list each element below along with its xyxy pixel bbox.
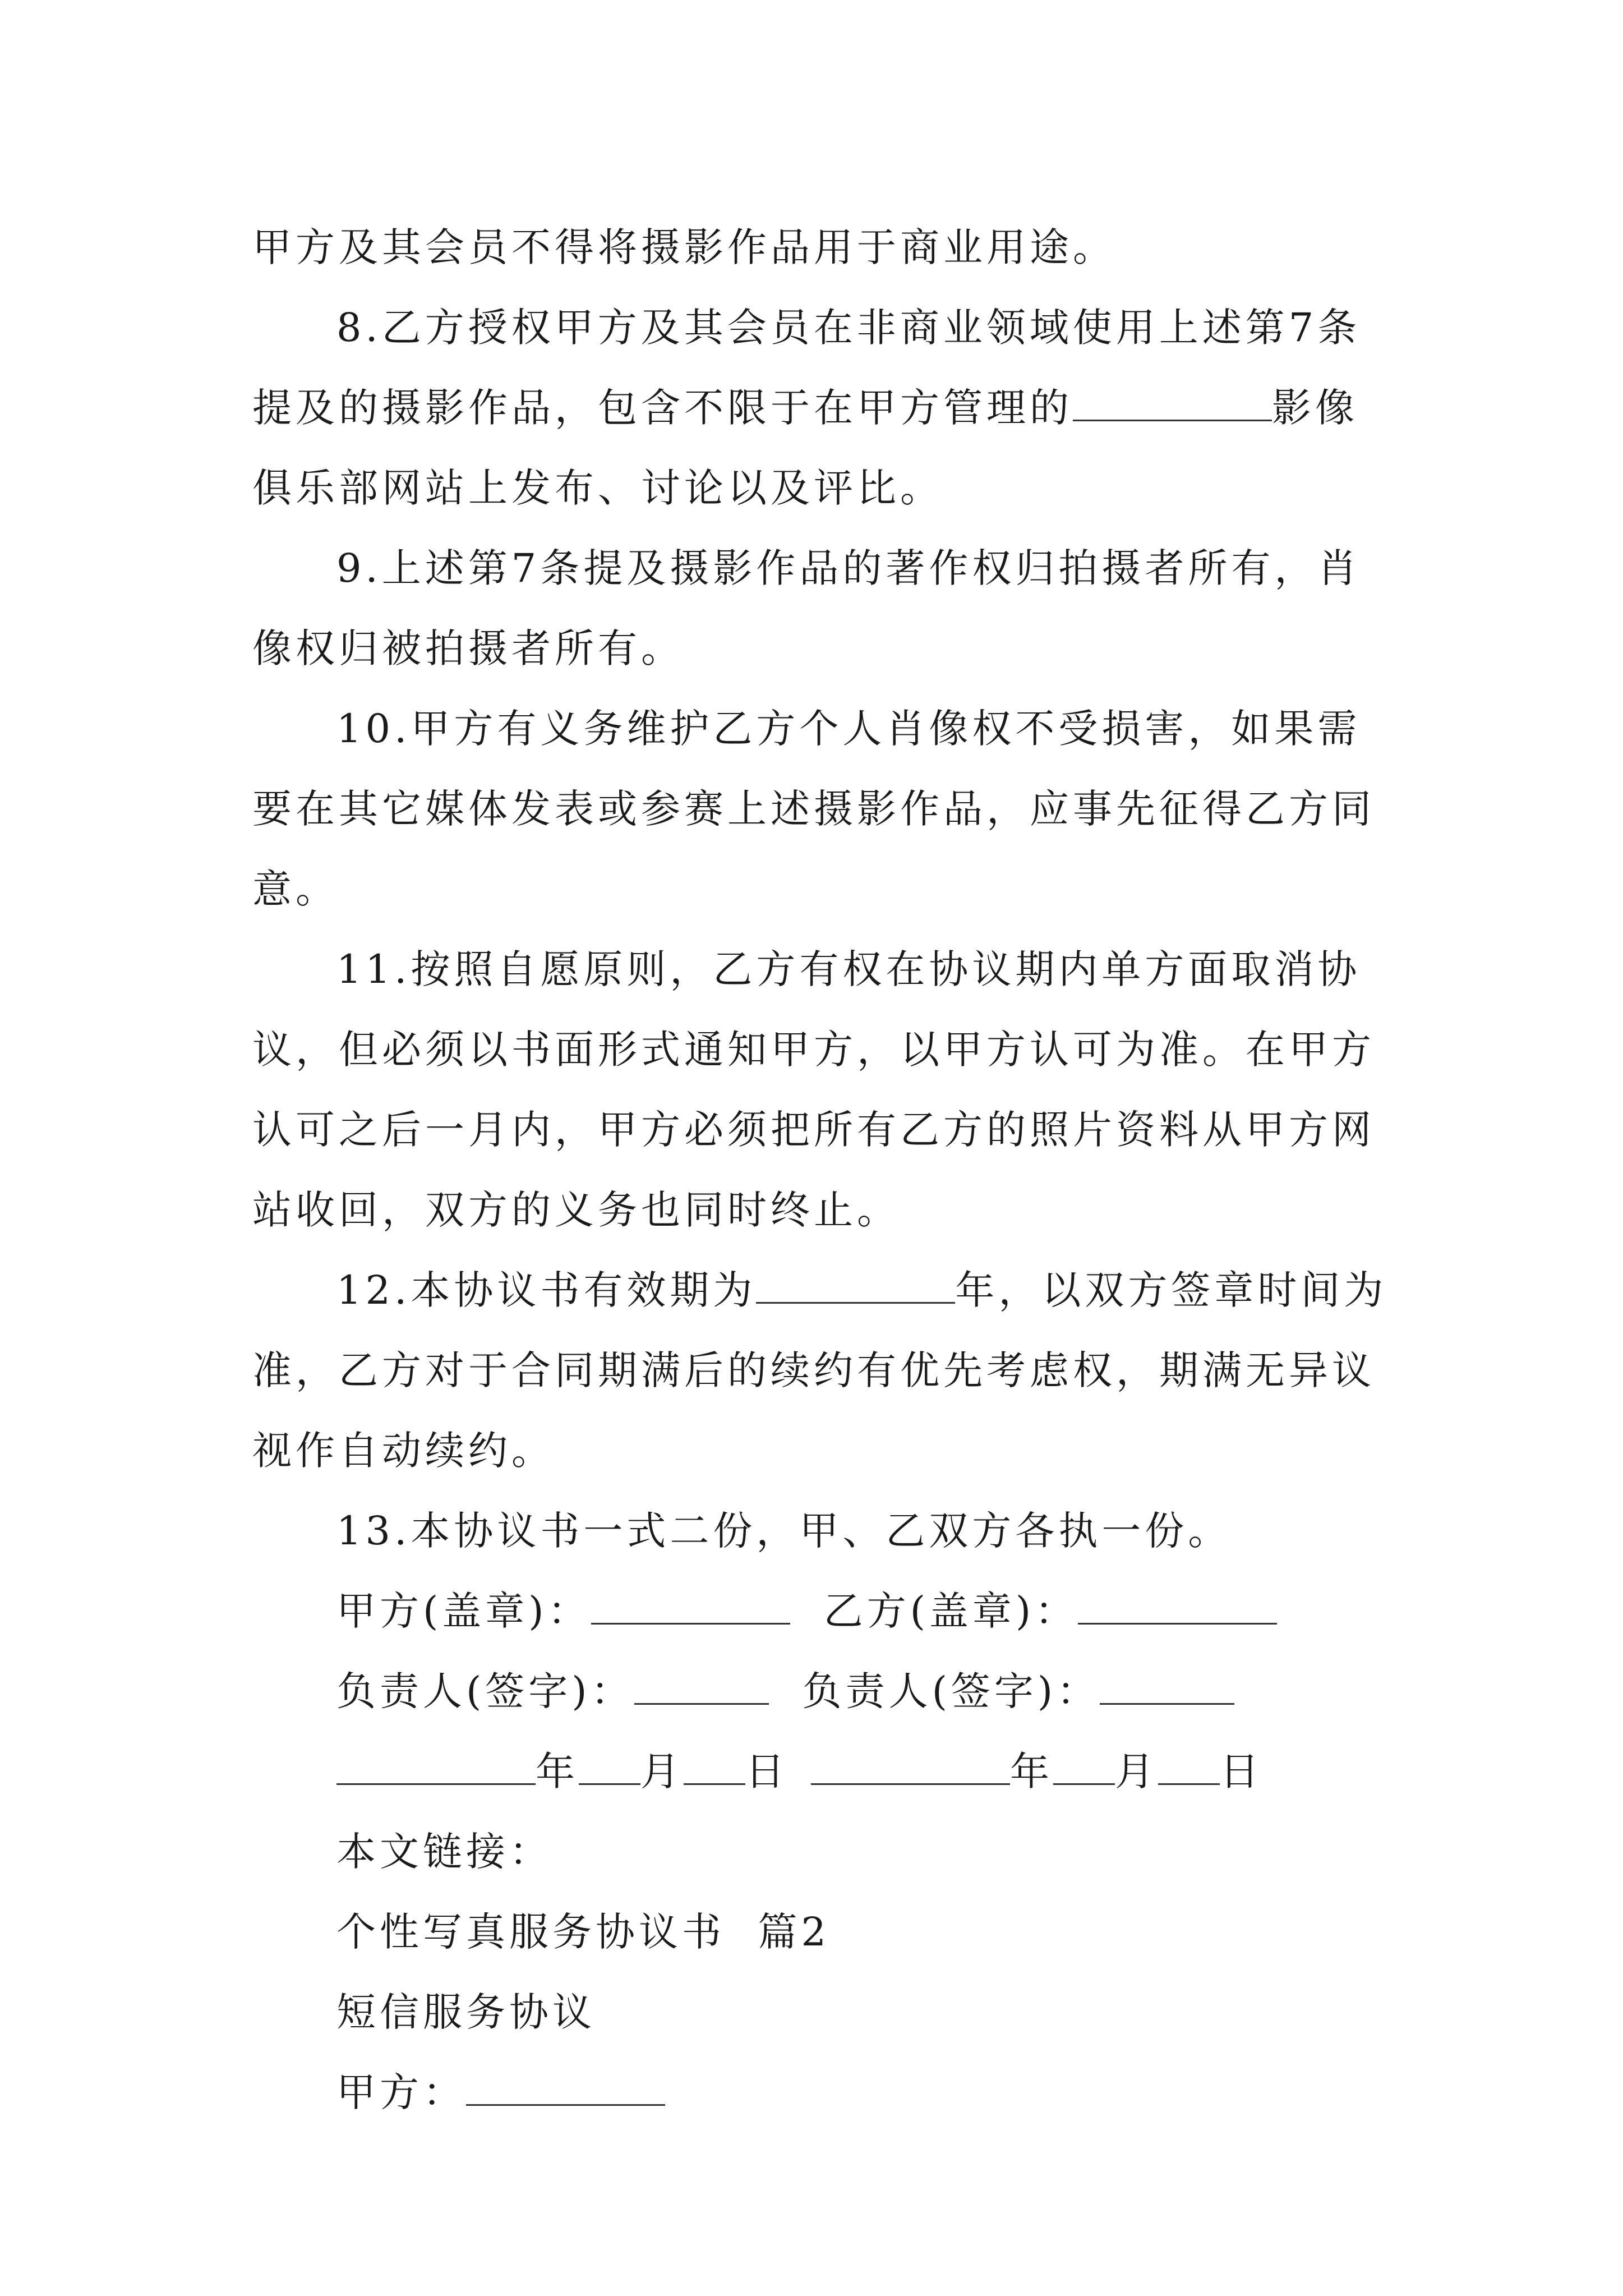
party-a-seal-label: 甲方(盖章)： [336,1588,591,1634]
day-label: 日 [745,1749,789,1795]
day-blank [1158,1750,1220,1785]
month-label: 月 [1115,1749,1158,1795]
clause-12-line [252,1250,1391,1331]
paragraph-line: 甲方及其会员不得将摄影作品用于商业用途。 [252,224,1116,270]
clause-10-line: 要在其它媒体发表或参赛上述摄影作品，应事先征得乙方同 [252,786,1375,832]
signature-row [252,1651,1391,1732]
clause-11-line: 议，但必须以书面形式通知甲方，以甲方认可为准。在甲方 [252,1027,1375,1073]
day-label: 日 [1220,1749,1263,1795]
clause-8-line: 8.乙方授权甲方及其会员在非商业领域使用上述第7条 [336,305,1361,351]
clause-8-line [252,368,1391,448]
party-a-seal-blank [591,1589,790,1625]
year-label: 年 [1010,1749,1053,1795]
clause-12-line: 准，乙方对于合同期满后的续约有优先考虑权，期满无异议 [252,1347,1375,1393]
month-blank [1053,1750,1115,1785]
month-blank [579,1750,640,1785]
party-a-row [252,2053,1391,2133]
year-blank [336,1750,536,1785]
text: 年，以双方签章时间为 [955,1267,1387,1313]
clause-9-line: 像权归被拍摄者所有。 [252,625,684,671]
section-title: 个性写真服务协议书 篇2 [336,1909,831,1955]
party-b-seal-label: 乙方(盖章)： [823,1588,1078,1634]
blank-field [1073,386,1272,421]
month-label: 月 [640,1749,684,1795]
clause-12-line: 视作自动续约。 [252,1428,555,1474]
document-page [252,208,1391,2133]
clause-9-line: 9.上述第7条提及摄影作品的著作权归拍摄者所有，肖 [336,545,1361,591]
clause-11-line: 11.按照自愿原则，乙方有权在协议期内单方面取消协 [336,946,1361,992]
link-label: 本文链接： [336,1829,552,1875]
person-b-sign-blank [1100,1669,1234,1705]
party-a-label: 甲方： [336,2069,466,2115]
year-label: 年 [536,1749,579,1795]
text: 12.本协议书有效期为 [336,1267,757,1313]
party-a-blank [466,2070,665,2106]
day-blank [684,1750,745,1785]
year-blank [811,1750,1010,1785]
person-b-sign-label: 负责人(签字)： [802,1668,1100,1714]
clause-10-line: 意。 [252,866,339,912]
clause-13-line: 13.本协议书一式二份，甲、乙双方各执一份。 [336,1508,1232,1554]
clause-8-line: 俱乐部网站上发布、讨论以及评比。 [252,465,943,511]
person-a-sign-blank [634,1669,769,1705]
blank-field [756,1268,955,1304]
text: 影像 [1272,385,1358,431]
date-row [252,1732,1391,1812]
seal-row [252,1571,1391,1651]
person-a-sign-label: 负责人(签字)： [336,1668,634,1714]
text: 提及的摄影作品，包含不限于在甲方管理的 [252,385,1073,431]
clause-11-line: 认可之后一月内，甲方必须把所有乙方的照片资料从甲方网 [252,1107,1375,1153]
doc-title: 短信服务协议 [336,1989,596,2035]
clause-11-line: 站收回，双方的义务也同时终止。 [252,1187,900,1233]
clause-10-line: 10.甲方有义务维护乙方个人肖像权不受损害，如果需 [336,706,1361,752]
party-b-seal-blank [1078,1589,1277,1625]
